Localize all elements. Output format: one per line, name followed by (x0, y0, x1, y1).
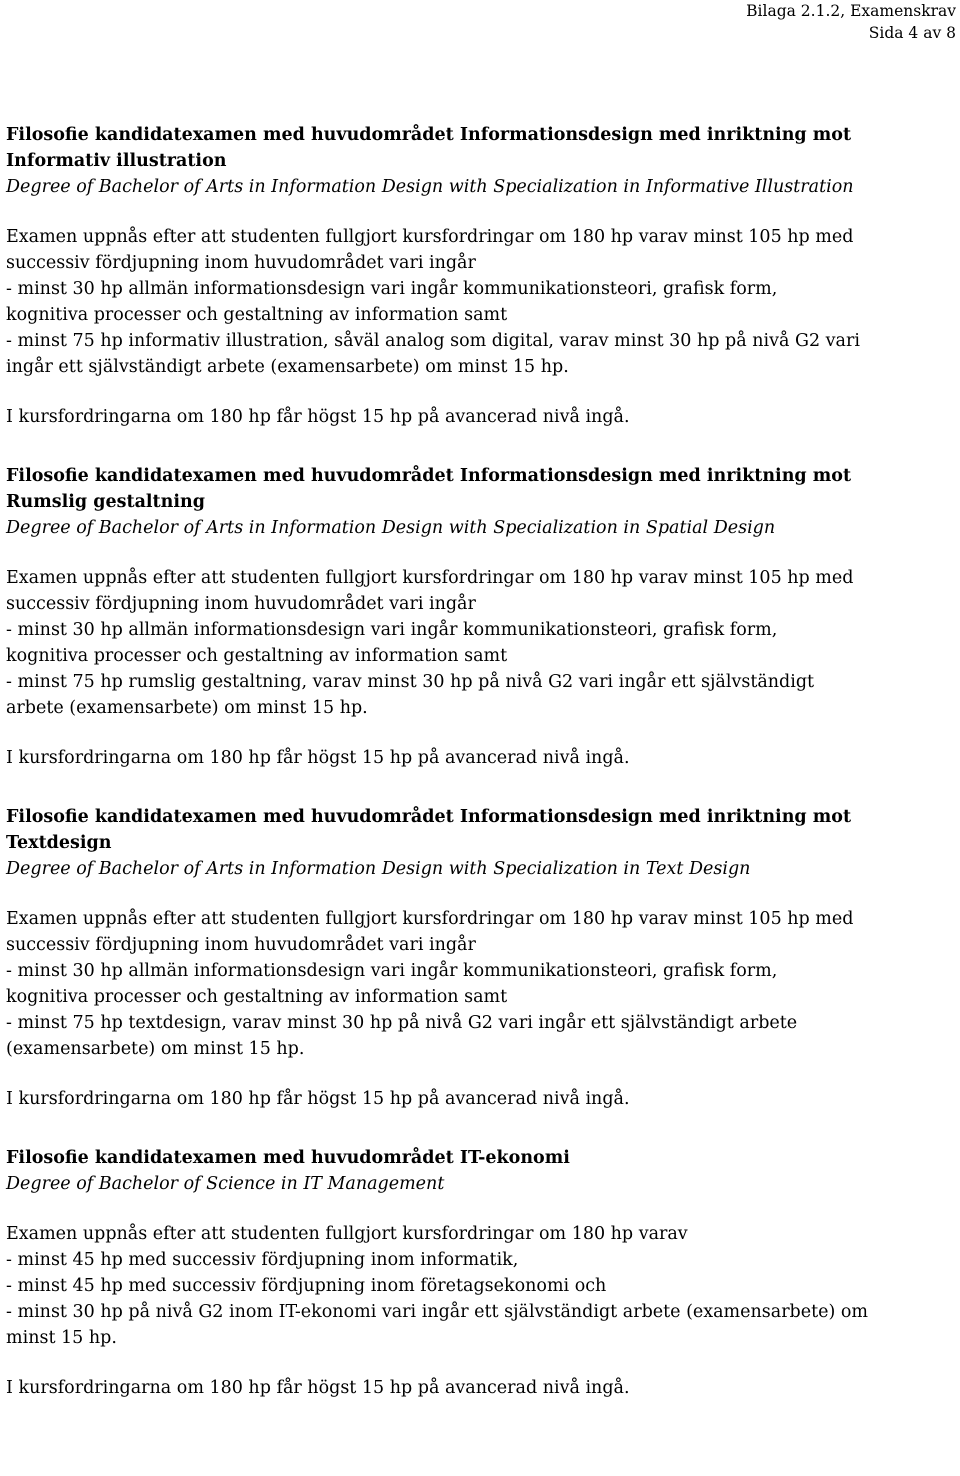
attachment-label: Bilaga 2.1.2, Examenskrav (746, 2, 956, 20)
advanced-level-note: I kursfordringarna om 180 hp får högst 15 hp på avancerad nivå ingå. (6, 1378, 630, 1398)
requirement-line: Examen uppnås efter att studenten fullgjort kursfordringar om 180 hp varav minst 105 hp med (6, 909, 854, 929)
requirement-line: - minst 75 hp rumslig gestaltning, varav minst 30 hp på nivå G2 vari ingår ett självständigt (6, 672, 815, 692)
document-body (6, 122, 956, 1401)
requirement-line: - minst 30 hp allmän informationsdesign vari ingår kommunikationsteori, grafisk form, (6, 279, 778, 299)
advanced-level-note: I kursfordringarna om 180 hp får högst 15 hp på avancerad nivå ingå. (6, 748, 630, 768)
requirement-line: Examen uppnås efter att studenten fullgjort kursfordringar om 180 hp varav minst 105 hp med (6, 227, 854, 247)
requirement-line: ingår ett självständigt arbete (examensarbete) om minst 15 hp. (6, 357, 569, 377)
requirement-line: kognitiva processer och gestaltning av information samt (6, 987, 508, 1007)
requirement-line: - minst 30 hp allmän informationsdesign vari ingår kommunikationsteori, grafisk form, (6, 961, 778, 981)
degree-requirements (6, 906, 956, 1062)
degree-title-line: Informativ illustration (6, 151, 227, 171)
requirement-line: kognitiva processer och gestaltning av information samt (6, 646, 508, 666)
page-header (746, 0, 956, 44)
requirement-line: - minst 45 hp med successiv fördjupning inom företagsekonomi och (6, 1276, 607, 1296)
degree-title (6, 1145, 956, 1171)
degree-english-title: Degree of Bachelor of Science in IT Management (6, 1174, 445, 1194)
degree-section (6, 1145, 956, 1401)
degree-title-line: Textdesign (6, 833, 112, 853)
requirement-line: - minst 75 hp textdesign, varav minst 30 hp på nivå G2 vari ingår ett självständigt arbete (6, 1013, 798, 1033)
degree-english-title: Degree of Bachelor of Arts in Information Design with Specialization in Informative Illustration (6, 177, 854, 197)
requirement-line: - minst 45 hp med successiv fördjupning inom informatik, (6, 1250, 519, 1270)
degree-english-title: Degree of Bachelor of Arts in Information Design with Specialization in Spatial Design (6, 518, 776, 538)
degree-requirements (6, 565, 956, 721)
degree-title-line: Filosofie kandidatexamen med huvudområdet Informationsdesign med inriktning mot (6, 466, 852, 486)
degree-title (6, 122, 956, 174)
degree-title-line: Filosofie kandidatexamen med huvudområdet Informationsdesign med inriktning mot (6, 807, 852, 827)
advanced-level-note: I kursfordringarna om 180 hp får högst 15 hp på avancerad nivå ingå. (6, 407, 630, 427)
requirement-line: arbete (examensarbete) om minst 15 hp. (6, 698, 368, 718)
degree-requirements (6, 224, 956, 380)
requirement-line: successiv fördjupning inom huvudområdet vari ingår (6, 594, 476, 614)
degree-title-line: Rumslig gestaltning (6, 492, 205, 512)
requirement-line: minst 15 hp. (6, 1328, 117, 1348)
requirement-line: Examen uppnås efter att studenten fullgjort kursfordringar om 180 hp varav (6, 1224, 688, 1244)
degree-requirements (6, 1221, 956, 1351)
degree-section (6, 122, 956, 430)
requirement-line: successiv fördjupning inom huvudområdet vari ingår (6, 253, 476, 273)
degree-title (6, 804, 956, 856)
degree-english-title: Degree of Bachelor of Arts in Information Design with Specialization in Text Design (6, 859, 751, 879)
requirement-line: successiv fördjupning inom huvudområdet vari ingår (6, 935, 476, 955)
page-number: Sida 4 av 8 (868, 24, 956, 42)
requirement-line: - minst 30 hp på nivå G2 inom IT-ekonomi vari ingår ett självständigt arbete (examensarbete) om (6, 1302, 869, 1322)
degree-title (6, 463, 956, 515)
requirement-line: - minst 75 hp informativ illustration, såväl analog som digital, varav minst 30 hp på nivå G2 vari (6, 331, 860, 351)
degree-title-line: Filosofie kandidatexamen med huvudområdet IT-ekonomi (6, 1148, 570, 1168)
degree-section (6, 463, 956, 771)
requirement-line: (examensarbete) om minst 15 hp. (6, 1039, 305, 1059)
degree-section (6, 804, 956, 1112)
requirement-line: - minst 30 hp allmän informationsdesign vari ingår kommunikationsteori, grafisk form, (6, 620, 778, 640)
degree-title-line: Filosofie kandidatexamen med huvudområdet Informationsdesign med inriktning mot (6, 125, 852, 145)
requirement-line: kognitiva processer och gestaltning av information samt (6, 305, 508, 325)
advanced-level-note: I kursfordringarna om 180 hp får högst 15 hp på avancerad nivå ingå. (6, 1089, 630, 1109)
requirement-line: Examen uppnås efter att studenten fullgjort kursfordringar om 180 hp varav minst 105 hp med (6, 568, 854, 588)
